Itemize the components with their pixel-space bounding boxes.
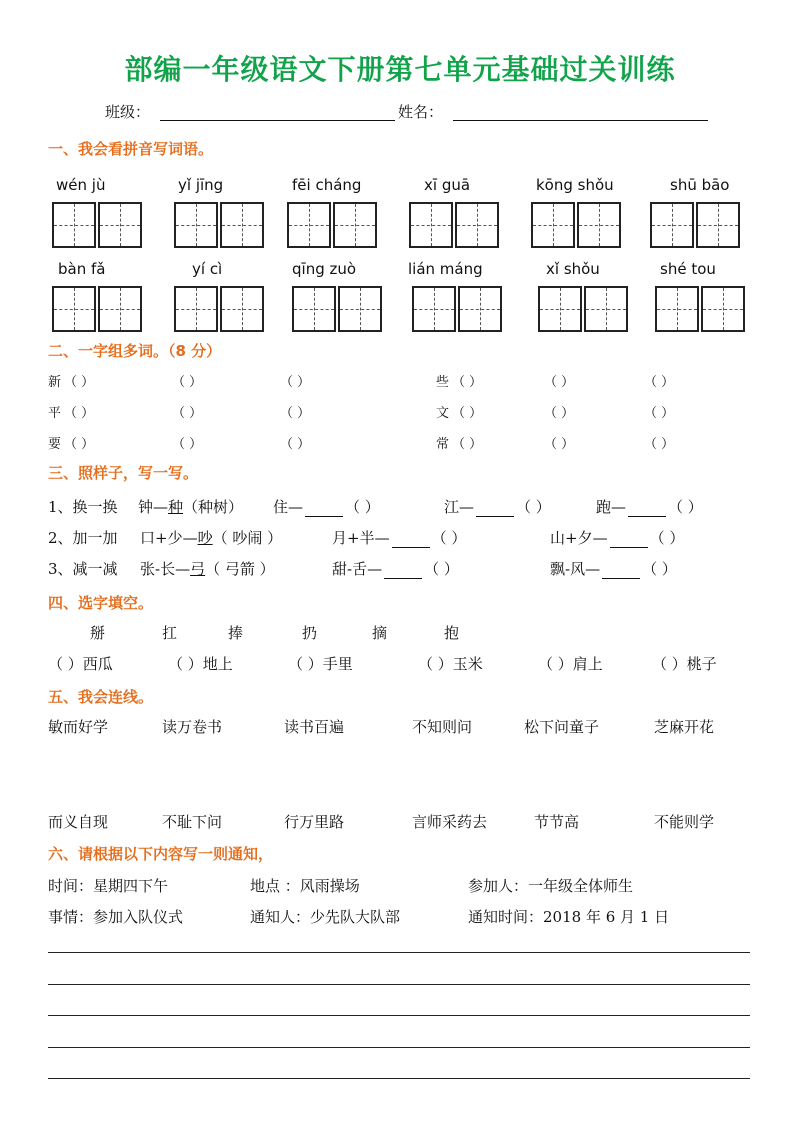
example: 钟—种（种树） <box>138 498 244 516</box>
pinyin-label: shū bāo <box>670 176 730 194</box>
writing-box[interactable] <box>412 286 456 332</box>
example: 张-长—弓（ 弓箭 ） <box>140 560 275 578</box>
choice-char: 摘 <box>372 624 388 642</box>
exercise-label: 3、减一减 <box>48 560 118 578</box>
pinyin-label: xǐ shǒu <box>546 260 600 278</box>
answer-paren[interactable]: （ ） <box>172 437 203 452</box>
match-phrase-top[interactable]: 读万卷书 <box>162 718 223 736</box>
match-phrase-bottom[interactable]: 而义自现 <box>48 813 109 831</box>
answer-paren[interactable]: （ ） <box>544 437 575 452</box>
writing-box[interactable] <box>174 286 218 332</box>
answer-paren[interactable]: （ ） <box>644 437 675 452</box>
fill-item[interactable]: （ ）桃子 <box>652 655 717 673</box>
answer-paren[interactable]: （ ） <box>64 437 95 452</box>
answer-paren[interactable]: （ ） <box>64 406 95 421</box>
notice-place: 地点 ：风雨操场 <box>250 877 360 895</box>
answer-paren[interactable]: （ ） <box>452 437 483 452</box>
pinyin-label: lián máng <box>408 260 483 278</box>
pinyin-label: yí cì <box>192 260 223 278</box>
choice-char: 扛 <box>162 624 178 642</box>
writing-box[interactable] <box>98 286 142 332</box>
writing-box[interactable] <box>584 286 628 332</box>
match-phrase-top[interactable]: 松下问童子 <box>524 718 600 736</box>
exercise-label: 1、换一换 <box>48 498 118 516</box>
writing-box[interactable] <box>333 202 377 248</box>
writing-box[interactable] <box>52 202 96 248</box>
writing-box[interactable] <box>338 286 382 332</box>
answer-paren[interactable]: （ ） <box>280 406 311 421</box>
answer-blank[interactable] <box>384 560 422 579</box>
char-prompt: 些 <box>436 375 450 390</box>
char-prompt: 要 <box>48 437 62 452</box>
writing-box[interactable] <box>531 202 575 248</box>
writing-box[interactable] <box>655 286 699 332</box>
section-2-heading: 二、一字组多词。（8 分） <box>48 342 222 360</box>
match-phrase-top[interactable]: 敏而好学 <box>48 718 109 736</box>
choice-char: 捧 <box>228 624 244 642</box>
notice-date: 通知时间：2018 年 6 月 1 日 <box>468 908 670 926</box>
writing-box[interactable] <box>220 286 264 332</box>
pinyin-label: wén jù <box>56 176 106 194</box>
class-label: 班级： <box>105 103 151 121</box>
writing-line[interactable] <box>48 952 750 953</box>
exercise-item: 住— （ ） <box>273 498 380 516</box>
exercise-item: 山+夕— （ ） <box>550 529 685 547</box>
answer-paren[interactable]: （ ） <box>280 437 311 452</box>
fill-item[interactable]: （ ）西瓜 <box>48 655 113 673</box>
exercise-label: 2、加一加 <box>48 529 118 547</box>
answer-blank[interactable] <box>628 498 666 517</box>
name-label: 姓名： <box>398 103 444 121</box>
writing-box[interactable] <box>650 202 694 248</box>
notice-notifier: 通知人：少先队大队部 <box>250 908 401 926</box>
answer-paren[interactable]: （ ） <box>644 406 675 421</box>
notice-time: 时间：星期四下午 <box>48 877 169 895</box>
writing-box[interactable] <box>292 286 336 332</box>
writing-box[interactable] <box>174 202 218 248</box>
match-phrase-bottom[interactable]: 节节高 <box>534 813 580 831</box>
writing-box[interactable] <box>455 202 499 248</box>
answer-paren[interactable]: （ ） <box>544 375 575 390</box>
writing-box[interactable] <box>409 202 453 248</box>
section-4-heading: 四、选字填空。 <box>48 594 154 612</box>
name-field-line[interactable] <box>453 120 708 121</box>
section-3-heading: 三、照样子，写一写。 <box>48 464 199 482</box>
answer-blank[interactable] <box>610 529 648 548</box>
writing-line[interactable] <box>48 1078 750 1079</box>
char-prompt: 新 <box>48 375 62 390</box>
writing-line[interactable] <box>48 984 750 985</box>
writing-box[interactable] <box>287 202 331 248</box>
section-1-heading: 一、我会看拼音写词语。 <box>48 140 214 158</box>
answer-paren[interactable]: （ ） <box>452 375 483 390</box>
answer-paren[interactable]: （ ） <box>452 406 483 421</box>
fill-item[interactable]: （ ）手里 <box>288 655 353 673</box>
writing-line[interactable] <box>48 1047 750 1048</box>
writing-box[interactable] <box>220 202 264 248</box>
match-phrase-bottom[interactable]: 不能则学 <box>654 813 715 831</box>
writing-box[interactable] <box>458 286 502 332</box>
exercise-item: 江— （ ） <box>444 498 551 516</box>
fill-item[interactable]: （ ）玉米 <box>418 655 483 673</box>
answer-blank[interactable] <box>392 529 430 548</box>
notice-matter: 事情：参加入队仪式 <box>48 908 184 926</box>
match-phrase-bottom[interactable]: 行万里路 <box>284 813 345 831</box>
pinyin-label: fēi cháng <box>292 176 362 194</box>
writing-box[interactable] <box>577 202 621 248</box>
match-phrase-bottom[interactable]: 不耻下问 <box>162 813 223 831</box>
char-prompt: 平 <box>48 406 62 421</box>
section-5-heading: 五、我会连线。 <box>48 688 154 706</box>
match-phrase-top[interactable]: 读书百遍 <box>284 718 345 736</box>
choice-char: 掰 <box>90 624 106 642</box>
char-prompt: 文 <box>436 406 450 421</box>
pinyin-label: yǐ jīng <box>178 176 224 194</box>
match-phrase-top[interactable]: 芝麻开花 <box>654 718 715 736</box>
match-phrase-top[interactable]: 不知则问 <box>412 718 473 736</box>
exercise-item: 月+半— （ ） <box>332 529 467 547</box>
fill-item[interactable]: （ ）地上 <box>168 655 233 673</box>
answer-paren[interactable]: （ ） <box>172 406 203 421</box>
answer-paren[interactable]: （ ） <box>644 375 675 390</box>
notice-participants: 参加人：一年级全体师生 <box>468 877 634 895</box>
choice-char: 扔 <box>302 624 318 642</box>
writing-box[interactable] <box>696 202 740 248</box>
writing-line[interactable] <box>48 1015 750 1016</box>
answer-blank[interactable] <box>476 498 514 517</box>
char-prompt: 常 <box>436 437 450 452</box>
choice-char: 抱 <box>444 624 460 642</box>
exercise-item: 甜-舌— （ ） <box>332 560 459 578</box>
pinyin-label: kōng shǒu <box>536 176 614 194</box>
writing-box[interactable] <box>52 286 96 332</box>
answer-paren[interactable]: （ ） <box>172 375 203 390</box>
example: 口+少—吵（ 吵闹 ） <box>140 529 283 547</box>
page-title: 部编一年级语文下册第七单元基础过关训练 <box>124 53 676 86</box>
class-field-line[interactable] <box>160 120 395 121</box>
writing-box[interactable] <box>701 286 745 332</box>
answer-blank[interactable] <box>602 560 640 579</box>
section-6-heading: 六、请根据以下内容写一则通知， <box>48 845 274 863</box>
answer-paren[interactable]: （ ） <box>280 375 311 390</box>
answer-paren[interactable]: （ ） <box>544 406 575 421</box>
match-phrase-bottom[interactable]: 言师采药去 <box>412 813 488 831</box>
pinyin-label: qīng zuò <box>292 260 357 278</box>
writing-box[interactable] <box>98 202 142 248</box>
exercise-item: 跑— （ ） <box>596 498 703 516</box>
pinyin-label: xī guā <box>424 176 471 194</box>
writing-box[interactable] <box>538 286 582 332</box>
pinyin-label: bàn fǎ <box>58 260 106 278</box>
exercise-item: 飘-风— （ ） <box>550 560 677 578</box>
answer-blank[interactable] <box>305 498 343 517</box>
fill-item[interactable]: （ ）肩上 <box>538 655 603 673</box>
pinyin-label: shé tou <box>660 260 716 278</box>
answer-paren[interactable]: （ ） <box>64 375 95 390</box>
